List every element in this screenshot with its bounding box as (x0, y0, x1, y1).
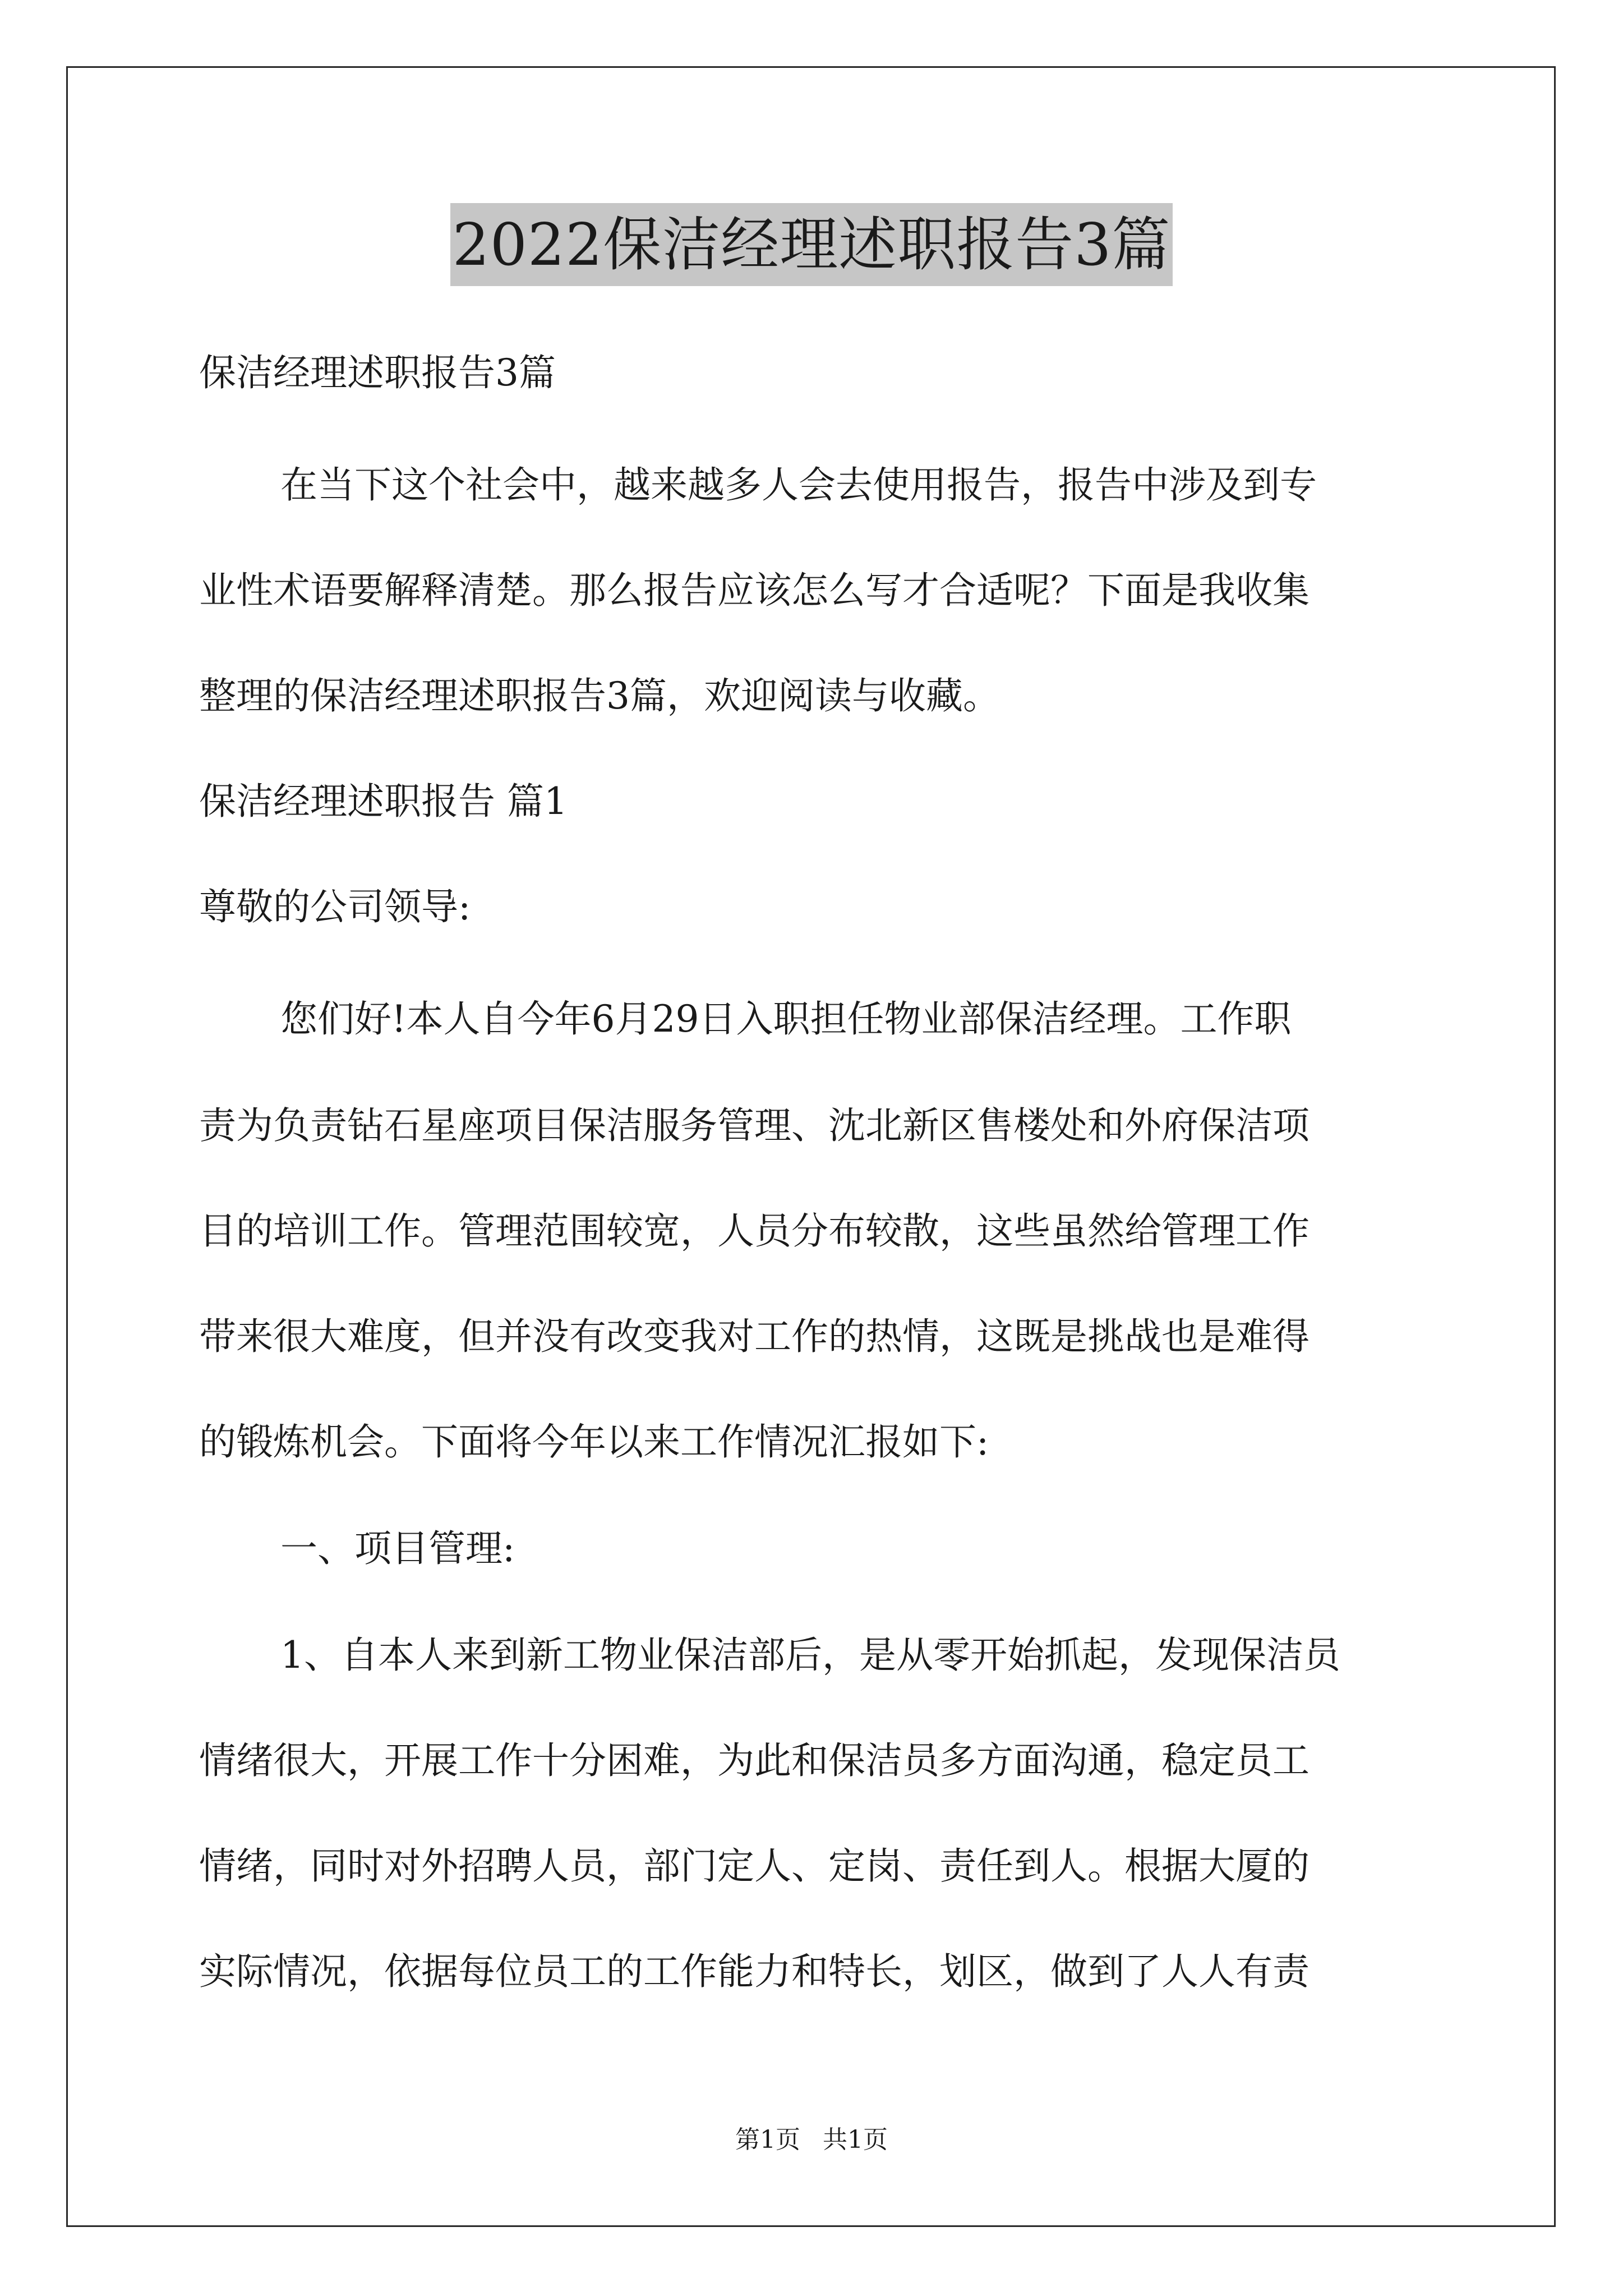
document-subtitle: 保洁经理述职报告3篇 (199, 351, 556, 394)
paragraph-line: 1、自本人来到新工物业保洁部后，是从零开始抓起，发现保洁员 (280, 1634, 1340, 1677)
paragraph-line: 情绪很大，开展工作十分困难，为此和保洁员多方面沟通，稳定员工 (199, 1739, 1310, 1782)
paragraph-line: 责为负责钻石星座项目保洁服务管理、沈北新区售楼处和外府保洁项 (199, 1104, 1310, 1147)
paragraph-line: 带来很大难度，但并没有改变我对工作的热情，这既是挑战也是难得 (199, 1315, 1310, 1358)
page-total: 共1页 (823, 2125, 888, 2154)
intro-line: 在当下这个社会中，越来越多人会去使用报告，报告中涉及到专 (280, 463, 1317, 507)
paragraph-line: 实际情况，依据每位员工的工作能力和特长，划区，做到了人人有责 (199, 1950, 1310, 1993)
document-title: 2022保洁经理述职报告3篇 (450, 203, 1173, 286)
paragraph-line: 的锻炼机会。下面将今年以来工作情况汇报如下: (199, 1420, 989, 1464)
intro-line: 整理的保洁经理述职报告3篇，欢迎阅读与收藏。 (199, 674, 1000, 717)
paragraph-line: 目的培训工作。管理范围较宽，人员分布较散，这些虽然给管理工作 (199, 1209, 1310, 1253)
page-footer (0, 2123, 1623, 2157)
paragraph-line: 情绪，同时对外招聘人员，部门定人、定岗、责任到人。根据大厦的 (199, 1844, 1310, 1888)
title-container (0, 203, 1623, 286)
section-heading: 保洁经理述职报告 篇1 (199, 780, 568, 823)
paragraph-line: 您们好!本人自今年6月29日入职担任物业部保洁经理。工作职 (280, 997, 1292, 1041)
page-number: 第1页 (735, 2125, 800, 2154)
salutation: 尊敬的公司领导: (199, 885, 471, 928)
item-heading: 一、项目管理: (280, 1527, 515, 1570)
intro-line: 业性术语要解释清楚。那么报告应该怎么写才合适呢？下面是我收集 (199, 569, 1310, 612)
